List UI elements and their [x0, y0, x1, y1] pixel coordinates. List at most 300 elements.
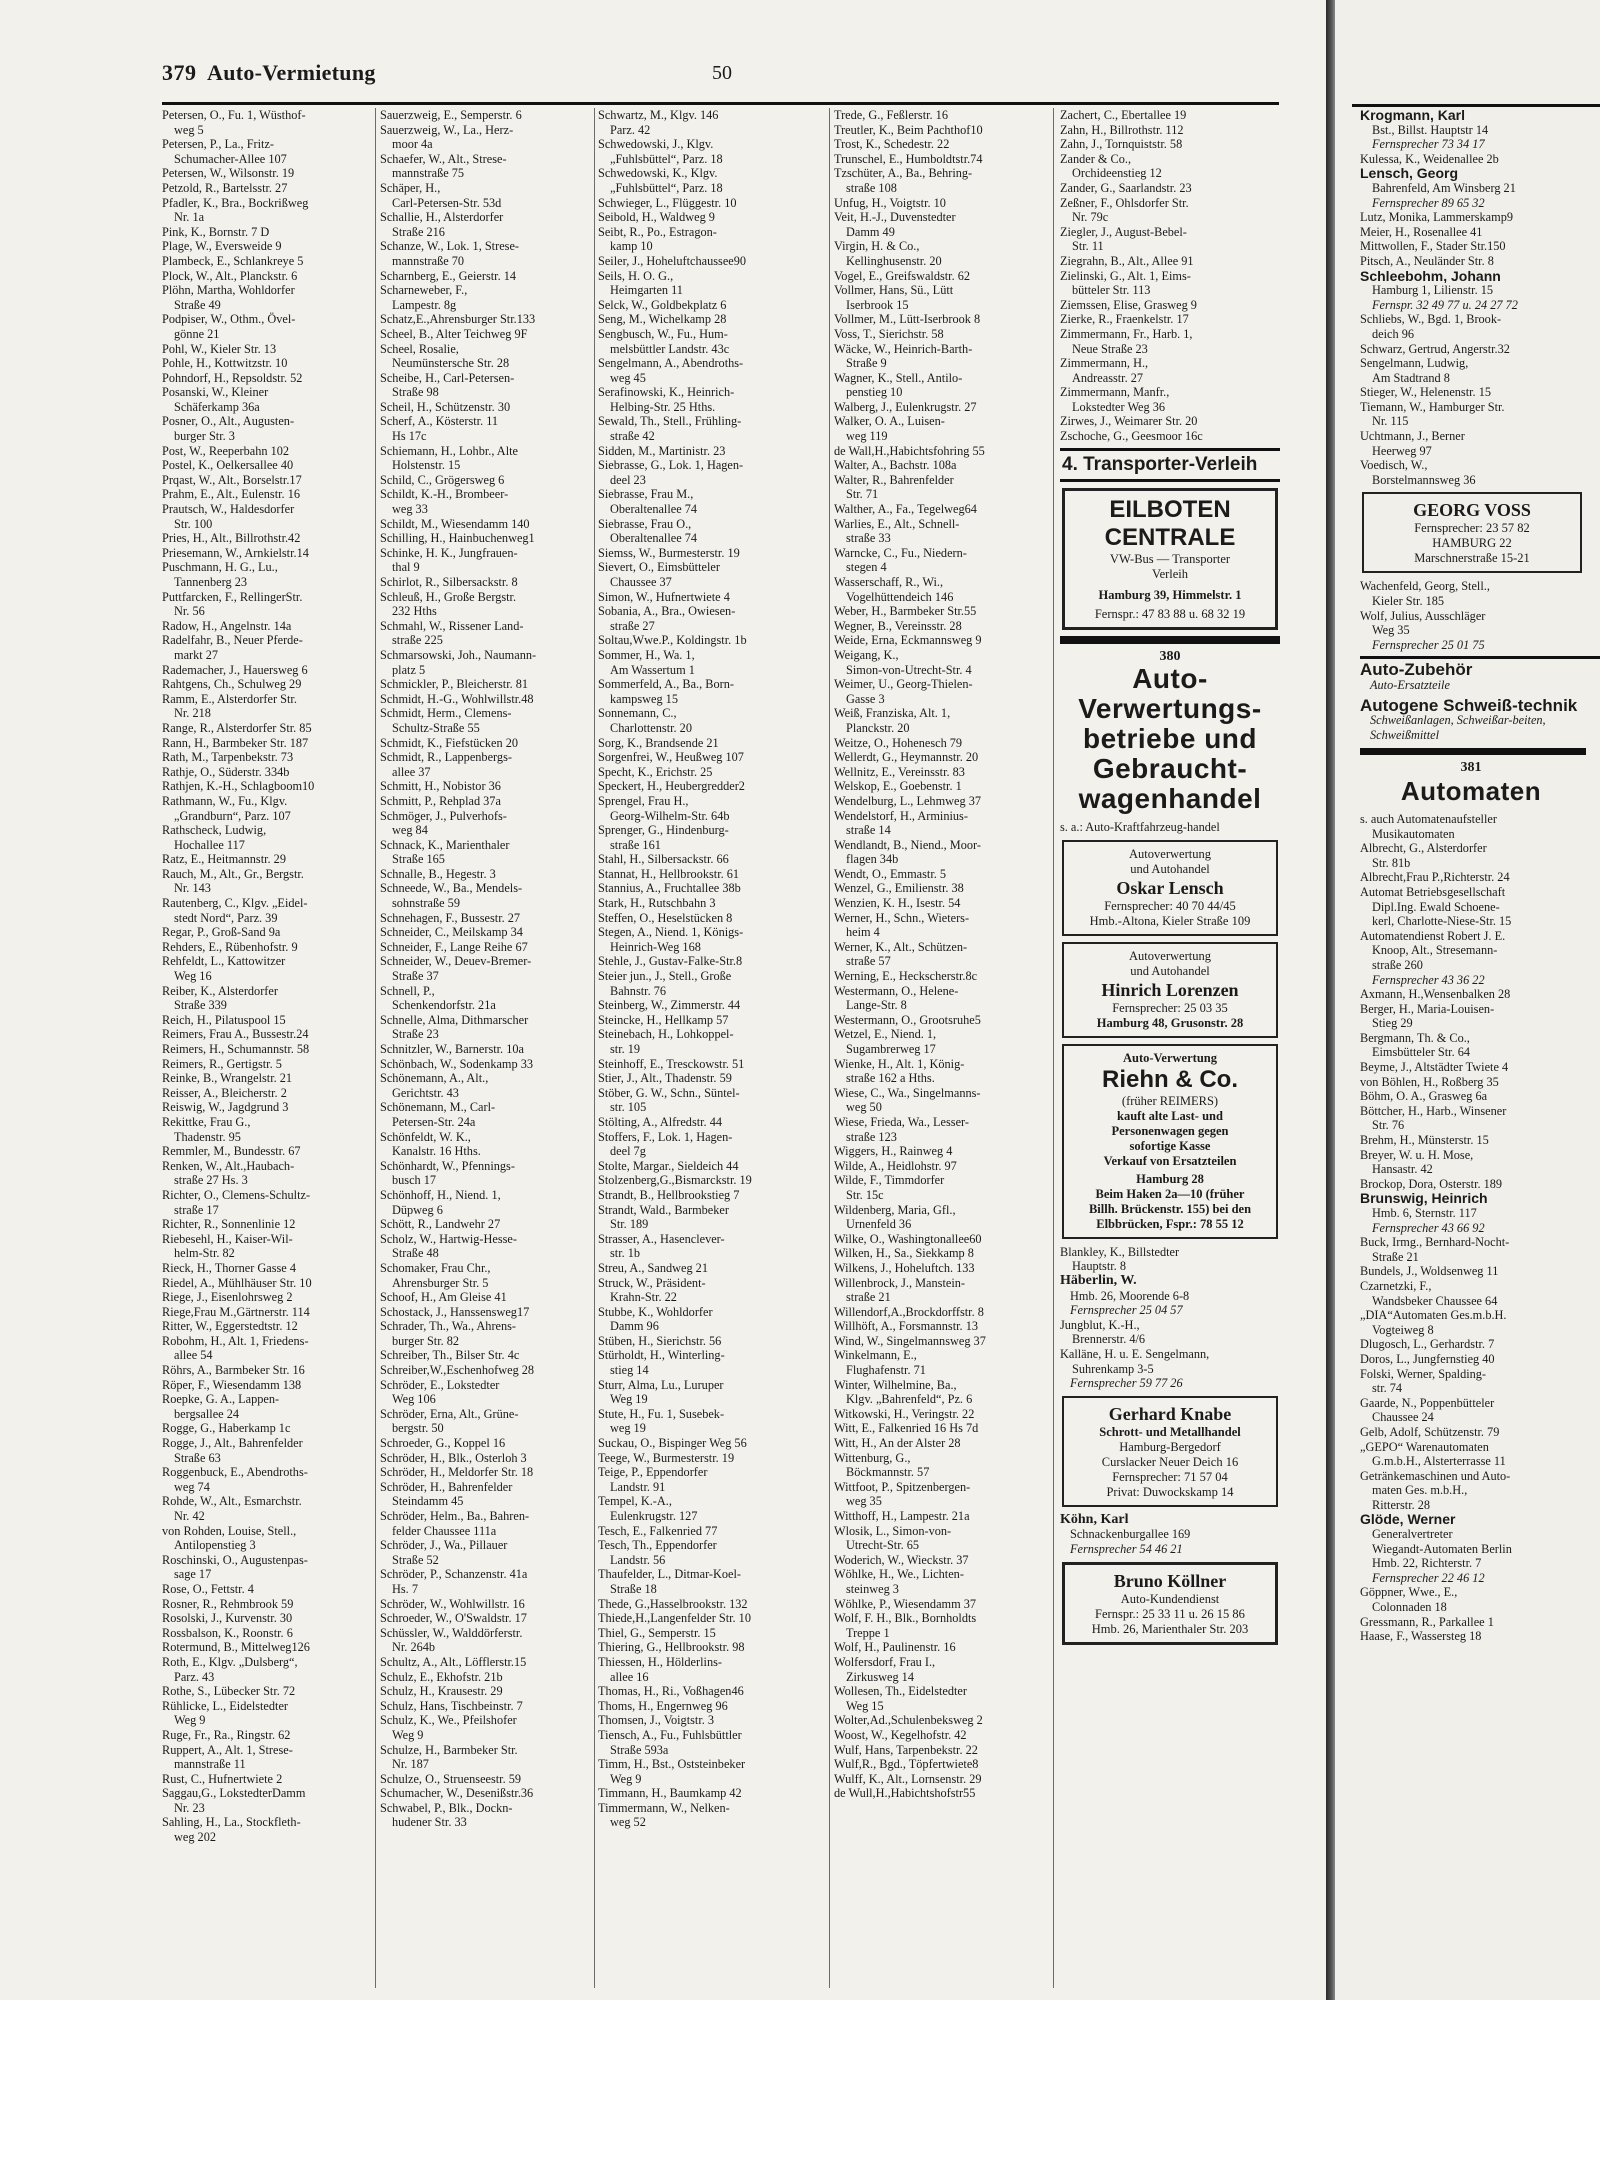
- directory-entry: Prahm, E., Alt., Eulenstr. 16: [162, 487, 300, 502]
- directory-entry: heim 4: [846, 925, 880, 940]
- directory-entry: stegen 4: [846, 560, 887, 575]
- directory-entry: Schönbach, W., Sodenkamp 33: [380, 1056, 534, 1071]
- directory-entry: moor 4a: [392, 137, 433, 152]
- directory-entry: Gelb, Adolf, Schützenstr. 79: [1360, 1424, 1500, 1439]
- directory-entry: Ritterstr. 28: [1372, 1497, 1431, 1512]
- directory-entry: Schröder, W., Wohlwillstr. 16: [380, 1596, 525, 1611]
- directory-entry: Reich, H., Pilatuspool 15: [162, 1012, 286, 1027]
- directory-entry: stedt Nord“, Parz. 39: [174, 910, 278, 925]
- directory-entry: weg 45: [610, 370, 646, 385]
- directory-entry: Rann, H., Barmbeker Str. 187: [162, 735, 309, 750]
- directory-entry: Stürholdt, H., Winterling-: [598, 1348, 725, 1363]
- ad-lorenzen: [1062, 942, 1278, 1038]
- directory-entry: Wandsbeker Chaussee 64: [1372, 1293, 1498, 1308]
- directory-entry: Stier, J., Alt., Thadenstr. 59: [598, 1071, 732, 1086]
- directory-entry: Wulf, Hans, Tarpenbekstr. 22: [834, 1742, 978, 1757]
- directory-entry: weg 19: [610, 1421, 646, 1436]
- directory-entry: kampsweg 15: [610, 691, 678, 706]
- directory-entry: Steinebach, H., Lohkoppel-: [598, 1027, 734, 1042]
- directory-entry: Wilkens, J., Hoheluftch. 133: [834, 1260, 975, 1275]
- directory-entry: Stolzenberg,G.,Bismarckstr. 19: [598, 1173, 752, 1188]
- directory-entry: Trost, K., Schedestr. 22: [834, 137, 950, 152]
- directory-entry: Sengelmann, A., Abendroths-: [598, 356, 744, 371]
- column-3: [598, 108, 808, 1988]
- directory-entry: Schmickler, P., Bleicherstr. 81: [380, 677, 529, 692]
- directory-entry: Schulze, O., Struenseestr. 59: [380, 1771, 522, 1786]
- ad-lensch-name: Oskar Lensch: [1116, 877, 1224, 898]
- directory-entry: Sommer, H., Wa. 1,: [598, 647, 695, 662]
- directory-entry: Prautsch, W., Haldesdorfer: [162, 502, 295, 517]
- directory-entry: Nr. 187: [392, 1757, 429, 1772]
- page-gutter: [1326, 0, 1335, 2000]
- directory-entry: Weiß, Franziska, Alt. 1,: [834, 706, 951, 721]
- directory-entry: Scheil, H., Schützenstr. 30: [380, 399, 511, 414]
- ad-riehn: [1062, 1044, 1278, 1239]
- directory-entry: Colonnaden 18: [1372, 1600, 1447, 1615]
- directory-entry: Wasserschaff, R., Wi.,: [834, 575, 944, 589]
- directory-entry: von Böhlen, H., Roßberg 35: [1360, 1074, 1499, 1089]
- directory-entry: Wendlandt, B., Niend., Moor-: [834, 837, 981, 852]
- directory-entry: Krahn-Str. 22: [610, 1290, 677, 1305]
- directory-entry-bold: Glöde, Werner: [1360, 1512, 1456, 1528]
- directory-entry: Böttcher, H., Harb., Winsener: [1360, 1103, 1507, 1118]
- directory-entry: mannstraße 70: [392, 253, 465, 268]
- directory-entry: Woost, W., Kegelhofstr. 42: [834, 1727, 967, 1742]
- directory-entry: Ruppert, A., Alt. 1, Strese-: [162, 1742, 293, 1757]
- directory-entry: Wellnitz, E., Vereinsstr. 83: [834, 764, 965, 779]
- directory-entry: Steinberg, W., Zimmerstr. 44: [598, 998, 741, 1013]
- ad-riehn-addr1: Beim Haken 2a—10 (früher: [1095, 1186, 1245, 1201]
- directory-entry: Antilopenstieg 3: [174, 1538, 256, 1553]
- directory-entry: Virgin, H. & Co.,: [834, 239, 920, 254]
- directory-entry: Suhrenkamp 3-5: [1072, 1361, 1154, 1376]
- directory-entry: Rogge, J., Alt., Bahrenfelder: [162, 1436, 303, 1451]
- directory-entry: Kulessa, K., Weidenallee 2b: [1360, 151, 1499, 166]
- ad-voss-city: HAMBURG 22: [1432, 536, 1512, 551]
- directory-entry: Walther, A., Fa., Tegelweg64: [834, 502, 977, 517]
- header-rule: [162, 102, 1279, 105]
- directory-entry: Schulz, K., We., Pfeilshofer: [380, 1713, 517, 1728]
- directory-entry: Rauch, M., Alt., Gr., Bergstr.: [162, 866, 304, 881]
- directory-entry: Str. 100: [174, 516, 213, 531]
- directory-entry: Fernspr. 32 49 77 u. 24 27 72: [1372, 297, 1518, 312]
- column-4: [834, 108, 1044, 1988]
- directory-entry: Selck, W., Goldbekplatz 6: [598, 297, 727, 312]
- directory-entry: helm-Str. 82: [174, 1246, 235, 1261]
- directory-entry: Fernsprecher 73 34 17: [1372, 137, 1485, 152]
- directory-entry: Utrecht-Str. 65: [846, 1538, 920, 1553]
- directory-entry: Teige, P., Eppendorfer: [598, 1465, 708, 1480]
- directory-entry: „Fuhlsbüttel“, Parz. 18: [610, 151, 723, 166]
- directory-entry: Sorg, K., Brandsende 21: [598, 735, 719, 750]
- directory-entry: thal 9: [392, 560, 420, 575]
- directory-entry: Teege, W., Burmesterstr. 19: [598, 1450, 735, 1465]
- directory-entry: Hamburg 1, Lilienstr. 15: [1372, 283, 1494, 298]
- directory-entry: Schneider, C., Meilskamp 34: [380, 925, 523, 940]
- directory-entry: Schröder, J., Wa., Pillauer: [380, 1538, 508, 1553]
- directory-entry: Voss, T., Sierichstr. 58: [834, 326, 944, 341]
- directory-entry: Zander, G., Saarlandstr. 23: [1060, 180, 1192, 195]
- directory-entry: Damm 96: [610, 1319, 659, 1334]
- directory-entry: Zimmermann, Fr., Harb. 1,: [1060, 326, 1193, 341]
- directory-entry: Scharneweber, F.,: [380, 283, 468, 298]
- directory-entry: Suckau, O., Bispinger Weg 56: [598, 1436, 747, 1451]
- ad-voss-name: GEORG VOSS: [1413, 500, 1531, 521]
- directory-entry: Schnelle, Alma, Dithmarscher: [380, 1012, 529, 1027]
- section-bar: [1360, 748, 1586, 755]
- column-2: [380, 108, 590, 1988]
- directory-entry: Heimgarten 11: [610, 283, 683, 298]
- directory-entry: Beyme, J., Altstädter Twiete 4: [1360, 1060, 1509, 1075]
- directory-entry: Thiede,H.,Langenfelder Str. 10: [598, 1611, 751, 1626]
- directory-entry: straße 225: [392, 633, 443, 648]
- directory-entry: Weg 19: [610, 1392, 648, 1407]
- directory-entry: Schliebs, W., Bgd. 1, Brook-: [1360, 312, 1502, 327]
- directory-entry: Trede, G., Feßlerstr. 16: [834, 108, 948, 122]
- directory-entry: Jungblut, K.-H.,: [1060, 1317, 1140, 1332]
- directory-entry: Schnell, P.,: [380, 983, 435, 998]
- directory-entry: Wäcke, W., Heinrich-Barth-: [834, 341, 973, 356]
- directory-entry: Soltau,Wwe.P., Koldingstr. 1b: [598, 633, 747, 648]
- directory-entry: Vollmer, Hans, Sü., Lütt: [834, 283, 954, 298]
- directory-entry: Schirlot, R., Silbersackstr. 8: [380, 575, 518, 589]
- directory-entry: Struck, W., Präsident-: [598, 1275, 706, 1290]
- directory-entry: Radow, H., Angelnstr. 14a: [162, 618, 292, 633]
- directory-entry: allee 54: [174, 1348, 213, 1363]
- directory-entry: Wellerdt, G., Heymannstr. 20: [834, 750, 979, 765]
- directory-entry: Nr. 264b: [392, 1640, 436, 1655]
- directory-entry: busch 17: [392, 1173, 437, 1188]
- directory-entry: Str. 76: [1372, 1118, 1405, 1133]
- directory-entry: Steffen, O., Heselstücken 8: [598, 910, 733, 925]
- ad-knabe-line5: Privat: Duwockskamp 14: [1106, 1484, 1234, 1499]
- directory-entry: Walberg, J., Eulenkrugstr. 27: [834, 399, 977, 414]
- ad-riehn-city: Hamburg 28: [1136, 1171, 1204, 1186]
- directory-entry: Strasser, A., Hasenclever-: [598, 1231, 725, 1246]
- directory-entry: Chaussee 37: [610, 575, 672, 589]
- ad-lorenzen-line2: und Autohandel: [1130, 963, 1210, 978]
- directory-entry: Landstr. 91: [610, 1479, 666, 1494]
- directory-entry: Andreasstr. 27: [1072, 370, 1144, 385]
- ad-voss-phone: Fernsprecher: 23 57 82: [1414, 521, 1530, 536]
- directory-entry: Hansastr. 42: [1372, 1162, 1433, 1177]
- directory-entry: Tempel, K.-A.,: [598, 1494, 672, 1509]
- directory-entry: Wildenberg, Maria, Gfl.,: [834, 1202, 956, 1217]
- directory-entry: Willenbrock, J., Manstein-: [834, 1275, 965, 1290]
- directory-entry: Ahrensburger Str. 5: [392, 1275, 489, 1290]
- directory-entry: Wiese, Frieda, Wa., Lesser-: [834, 1114, 969, 1129]
- directory-entry: Nr. 56: [174, 604, 205, 619]
- directory-entry: Stieger, W., Helenenstr. 15: [1360, 385, 1491, 400]
- directory-entry: Schmitt, H., Nobistor 36: [380, 779, 501, 794]
- directory-entry: Schäferkamp 36a: [174, 399, 260, 414]
- directory-entry: Wienke, H., Alt. 1, König-: [834, 1056, 965, 1071]
- directory-entry: Straße 593a: [610, 1742, 669, 1757]
- directory-entry: Nr. 1a: [174, 210, 205, 225]
- directory-entry: Vogel, E., Greifswaldstr. 62: [834, 268, 971, 283]
- ad-riehn-addr3: Elbbrücken, Fspr.: 78 55 12: [1096, 1216, 1244, 1231]
- directory-entry: Berger, H., Maria-Louisen-: [1360, 1001, 1495, 1016]
- directory-entry: Albrecht,Frau P.,Richterstr. 24: [1360, 870, 1510, 885]
- directory-entry: Orchideenstieg 12: [1072, 166, 1162, 181]
- directory-entry: Scholz, W., Hartwig-Hesse-: [380, 1231, 517, 1246]
- ad-lorenzen-address: Hamburg 48, Grusonstr. 28: [1096, 1015, 1244, 1030]
- directory-entry: Folski, Werner, Spalding-: [1360, 1366, 1487, 1381]
- directory-entry: Flughafenstr. 71: [846, 1363, 926, 1378]
- directory-entry: Wendelburg, L., Lehmweg 37: [834, 793, 981, 808]
- directory-entry: 232 Hths: [392, 604, 437, 619]
- directory-entry: Schnitzler, W., Barnerstr. 10a: [380, 1042, 524, 1056]
- directory-entry: Rosner, R., Rehmbrook 59: [162, 1596, 294, 1611]
- directory-entry: Scheel, B., Alter Teichweg 9F: [380, 326, 528, 341]
- directory-entry: Sobania, A., Bra., Owiesen-: [598, 604, 736, 619]
- directory-entry: Str. 81b: [1372, 855, 1411, 870]
- directory-entry: allee 37: [392, 764, 431, 779]
- ad-lensch-line1: Autoverwertung: [1129, 846, 1211, 861]
- directory-entry: Zschoche, G., Geesmoor 16c: [1060, 429, 1203, 444]
- next-page-entries-bottom: [1360, 812, 1600, 1644]
- entry-koehn-address: Schnackenburgallee 169: [1070, 1527, 1191, 1542]
- directory-entry: Kanalstr. 16 Hths.: [392, 1144, 481, 1159]
- next-page-entries-mid: [1360, 579, 1600, 652]
- directory-entry: Rahtgens, Ch., Schulweg 29: [162, 677, 302, 692]
- directory-entry: Straße 49: [174, 297, 221, 312]
- directory-entry: „DIA“Automaten Ges.m.b.H.: [1360, 1308, 1507, 1323]
- directory-entry: Siemss, W., Burmesterstr. 19: [598, 545, 740, 560]
- directory-entry: Knoop, Alt., Stresemann-: [1372, 943, 1498, 958]
- directory-entry: Trunschel, E., Humboldtstr.74: [834, 151, 983, 166]
- directory-entry: de Wall,H.,Habichtsfohring 55: [834, 443, 985, 458]
- directory-entry: Siebrasse, Frau M.,: [598, 487, 694, 502]
- directory-entry: maten Ges. m.b.H.,: [1372, 1483, 1468, 1498]
- directory-entry-bold: Krogmann, Karl: [1360, 108, 1466, 123]
- directory-entry: Willhöft, A., Forsmannstr. 13: [834, 1319, 978, 1334]
- directory-entry: Planckstr. 20: [846, 720, 910, 735]
- ad-riehn-t3: sofortige Kasse: [1129, 1138, 1211, 1153]
- directory-entry: Prqast, W., Alt., Borselstr.17: [162, 472, 302, 487]
- directory-entry: Bergmann, Th. & Co.,: [1360, 1030, 1470, 1045]
- directory-entry: Urnenfeld 36: [846, 1217, 912, 1232]
- directory-entry: straße 260: [1372, 957, 1423, 972]
- directory-entry: Helbing-Str. 25 Hths.: [610, 399, 716, 414]
- directory-entry: Witthoff, H., Lampestr. 21a: [834, 1509, 970, 1523]
- directory-entry: Weigang, K.,: [834, 647, 899, 662]
- directory-entry: Speckert, H., Heubergredder2: [598, 779, 745, 794]
- ad-lensch-phone: Fernsprecher: 40 70 44/45: [1104, 898, 1236, 913]
- directory-entry: Holstenstr. 15: [392, 458, 461, 473]
- directory-entry: Stark, H., Rutschbahn 3: [598, 896, 716, 911]
- directory-entry: Pohndorf, H., Repsoldstr. 52: [162, 370, 303, 385]
- directory-entry: Scheel, Rosalie,: [380, 341, 459, 356]
- directory-entry: Schulze, H., Barmbeker Str.: [380, 1742, 518, 1757]
- directory-entry: straße 14: [846, 823, 891, 838]
- directory-entry: Schroeder, W., O'Swaldstr. 17: [380, 1611, 527, 1626]
- section-381: [1360, 761, 1582, 806]
- directory-entry: Stolte, Margar., Sieldeich 44: [598, 1158, 739, 1173]
- directory-entry: Schulz, H., Krausestr. 29: [380, 1684, 503, 1699]
- directory-entry: Schönfeldt, W. K.,: [380, 1129, 471, 1144]
- ad-koellner-line1: Auto-Kundendienst: [1120, 1591, 1220, 1606]
- directory-entry: Willendorf,A.,Brockdorffstr. 8: [834, 1304, 984, 1319]
- directory-entry: Warncke, C., Fu., Niedern-: [834, 545, 967, 560]
- directory-entry: Rothe, S., Lübecker Str. 72: [162, 1684, 296, 1699]
- page-header: [162, 58, 1322, 98]
- directory-entry: Specht, K., Erichstr. 25: [598, 764, 713, 779]
- directory-entry: Thoms, H., Engernweg 96: [598, 1698, 728, 1713]
- directory-entry: Schröder, Helm., Ba., Bahren-: [380, 1509, 530, 1523]
- directory-entry: Podpiser, W., Othm., Övel-: [162, 312, 296, 327]
- directory-entry: straße 27: [610, 618, 655, 633]
- directory-entry: Zirkusweg 14: [846, 1669, 914, 1684]
- directory-entry: Stegen, A., Niend. 1, Königs-: [598, 925, 744, 940]
- directory-entry: Pink, K., Bornstr. 7 D: [162, 224, 270, 239]
- directory-entry: Thiessen, H., Hölderlins-: [598, 1654, 722, 1669]
- directory-entry: Reimers, H., Schumannstr. 58: [162, 1042, 310, 1056]
- directory-entry: Lokstedter Weg 36: [1072, 399, 1166, 414]
- directory-entry: Thaufelder, L., Ditmar-Koel-: [598, 1567, 742, 1582]
- ad-eilboten-address: Hamburg 39, Himmelstr. 1: [1098, 587, 1242, 602]
- page-number: 379: [162, 60, 197, 85]
- directory-entry: Parz. 42: [610, 122, 651, 137]
- directory-entry: Kalläne, H. u. E. Sengelmann,: [1060, 1347, 1210, 1361]
- directory-entry: Stölting, A., Alfredstr. 44: [598, 1114, 723, 1129]
- directory-entry: Seils, H. O. G.,: [598, 268, 674, 283]
- directory-entry: Sprenger, G., Hindenburg-: [598, 823, 729, 838]
- directory-entry: Petersen, P., La., Fritz-: [162, 137, 275, 152]
- directory-entry: Fernsprecher 25 01 75: [1372, 637, 1485, 652]
- directory-entry: Werner, K., Alt., Schützen-: [834, 939, 968, 954]
- directory-entry: Weg 35: [1372, 623, 1410, 638]
- column-divider: [594, 108, 595, 1988]
- entries-blankley: [1060, 1245, 1280, 1274]
- directory-entry: Am Wassertum 1: [610, 662, 695, 677]
- directory-entry: Weg 9: [174, 1713, 206, 1728]
- directory-entry: kerl, Charlotte-Niese-Str. 15: [1372, 914, 1512, 929]
- directory-entry: Neue Straße 23: [1072, 341, 1148, 356]
- directory-entry: Rieck, H., Thorner Gasse 4: [162, 1260, 296, 1275]
- directory-entry: Böhm, O. A., Grasweg 6a: [1360, 1089, 1488, 1104]
- directory-entry: Nr. 143: [174, 881, 211, 896]
- directory-entry: Gressmann, R., Parkallee 1: [1360, 1614, 1494, 1629]
- directory-entry: Plock, W., Alt., Planckstr. 6: [162, 268, 298, 283]
- directory-entry: Nr. 42: [174, 1509, 205, 1523]
- directory-entry: Rautenberg, C., Klgv. „Eidel-: [162, 896, 308, 911]
- directory-entry: Göppner, Wwe., E.,: [1360, 1585, 1458, 1600]
- directory-entry: Westermann, O., Grootsruhe5: [834, 1012, 981, 1027]
- directory-entry: Lange-Str. 8: [846, 998, 907, 1013]
- directory-entry: Schanze, W., Lok. 1, Strese-: [380, 239, 519, 254]
- directory-entry: Rosolski, J., Kurvenstr. 30: [162, 1611, 293, 1626]
- directory-entry: Schött, R., Landwehr 27: [380, 1217, 501, 1232]
- directory-entry: Zachert, C., Ebertallee 19: [1060, 108, 1187, 122]
- directory-entry: weg 52: [610, 1815, 646, 1830]
- directory-entry: Fernsprecher 43 36 22: [1372, 972, 1485, 987]
- directory-entry: Dipl.Ing. Ewald Schoene-: [1372, 899, 1500, 914]
- directory-entry: straße 17: [174, 1202, 219, 1217]
- section-380-reference: s. a.: Auto-Kraftfahrzeug-handel: [1060, 820, 1220, 835]
- directory-entry: weg 5: [174, 122, 204, 137]
- directory-entry: „Fuhlsbüttel“, Parz. 18: [610, 180, 723, 195]
- directory-entry: Winter, Wilhelmine, Ba.,: [834, 1377, 957, 1392]
- directory-entry: weg 84: [392, 823, 428, 838]
- directory-entry: Schmidt, H.-G., Wohlwillstr.48: [380, 691, 534, 706]
- directory-entry: Wendt, O., Emmastr. 5: [834, 866, 947, 881]
- directory-entry: Wöhlke, H., We., Lichten-: [834, 1567, 964, 1582]
- directory-entry: Thiering, G., Hellbrookstr. 98: [598, 1640, 745, 1655]
- directory-entry: Sengbusch, W., Fu., Hum-: [598, 326, 728, 341]
- directory-entry: sage 17: [174, 1567, 212, 1582]
- directory-entry: Str. 189: [610, 1217, 649, 1232]
- ad-eilboten-line1: VW-Bus — Transporter: [1109, 551, 1231, 566]
- directory-entry: straße 108: [846, 180, 897, 195]
- directory-entry: Musikautomaten: [1372, 826, 1455, 841]
- directory-entry: Schnalle, B., Hegestr. 3: [380, 866, 496, 881]
- directory-entry: Breyer, W. u. H. Mose,: [1360, 1147, 1474, 1162]
- directory-entry: str. 105: [610, 1100, 647, 1115]
- directory-entry: Ruge, Fr., Ra., Ringstr. 62: [162, 1727, 291, 1742]
- ad-lorenzen-name: Hinrich Lorenzen: [1101, 979, 1239, 1000]
- directory-entry: Sauerzweig, W., La., Herz-: [380, 122, 514, 137]
- directory-entry: Seiler, J., Hoheluftchaussee90: [598, 253, 747, 268]
- directory-entry: flagen 34b: [846, 852, 899, 867]
- directory-entry: Stannat, H., Hellbrookstr. 61: [598, 866, 740, 881]
- directory-entry: Serafinowski, K., Heinrich-: [598, 385, 735, 400]
- directory-entry: Straße 18: [610, 1581, 657, 1596]
- directory-entry: Straße 23: [392, 1027, 439, 1042]
- directory-entry: Roggenbuck, E., Abendroths-: [162, 1465, 308, 1480]
- directory-entry: Sorgenfrei, W., Heußweg 107: [598, 750, 744, 765]
- directory-entry: „Grandburn“, Parz. 107: [174, 808, 291, 823]
- directory-entry: Treutler, K., Beim Pachthof10: [834, 122, 983, 137]
- directory-entry: Schultz-Straße 55: [392, 720, 480, 735]
- directory-entry: Bst., Billst. Hauptstr 14: [1372, 122, 1489, 137]
- directory-entry: Hochallee 117: [174, 837, 245, 852]
- directory-entry: Wolfersdorf, Frau I.,: [834, 1654, 936, 1669]
- directory-entry: Schröder, H., Meldorfer Str. 18: [380, 1465, 534, 1480]
- directory-entry: de Wull,H.,Habichtshofstr55: [834, 1786, 976, 1801]
- directory-entry: Steindamm 45: [392, 1494, 464, 1509]
- directory-entry: Tiensch, A., Fu., Fuhlsbüttler: [598, 1727, 742, 1742]
- directory-entry: Weide, Erna, Eckmannsweg 9: [834, 633, 982, 648]
- directory-entry: Tesch, Th., Eppendorfer: [598, 1538, 717, 1553]
- directory-entry: deel 23: [610, 472, 646, 487]
- directory-entry: Brehm, H., Münsterstr. 15: [1360, 1133, 1489, 1148]
- directory-entry: Ziegrahn, B., Alt., Allee 91: [1060, 253, 1194, 268]
- directory-entry: Riedel, A., Mühlhäuser Str. 10: [162, 1275, 312, 1290]
- directory-entry: Witkowski, H., Veringstr. 22: [834, 1406, 975, 1421]
- directory-entry: Pfadler, K., Bra., Bockrißweg: [162, 195, 309, 210]
- ad-eilboten: [1062, 488, 1278, 630]
- directory-entry: Wagner, K., Stell., Antilo-: [834, 370, 963, 385]
- ad-koellner-line3: Hmb. 26, Marienthaler Str. 203: [1091, 1621, 1249, 1636]
- directory-entry: Schmöger, J., Pulverhofs-: [380, 808, 507, 823]
- directory-entry: Riege, J., Eisenlohrsweg 2: [162, 1290, 293, 1305]
- column-divider: [829, 108, 830, 1988]
- directory-entry: Hmb. 22, Richterstr. 7: [1372, 1556, 1482, 1571]
- directory-entry: Generalvertreter: [1372, 1527, 1453, 1542]
- directory-entry: Schwartz, M., Klgv. 146: [598, 108, 719, 122]
- directory-entry: Stahl, H., Silbersackstr. 66: [598, 852, 729, 867]
- directory-entry: Doros, L., Jungfernstieg 40: [1360, 1351, 1495, 1366]
- directory-entry: Reimers, Frau A., Bussestr.24: [162, 1027, 309, 1042]
- directory-entry: Schatz,E.,Ahrensburger Str.133: [380, 312, 536, 327]
- directory-entry: Schwabel, P., Blk., Dockn-: [380, 1800, 513, 1815]
- directory-entry: Charlottenstr. 20: [610, 720, 692, 735]
- directory-entry: Hs 17c: [392, 429, 427, 444]
- directory-entry: Uchtmann, J., Berner: [1360, 429, 1465, 444]
- directory-entry: Plöhn, Martha, Wohldorfer: [162, 283, 295, 298]
- directory-entry: Zeßner, F., Ohlsdorfer Str.: [1060, 195, 1189, 210]
